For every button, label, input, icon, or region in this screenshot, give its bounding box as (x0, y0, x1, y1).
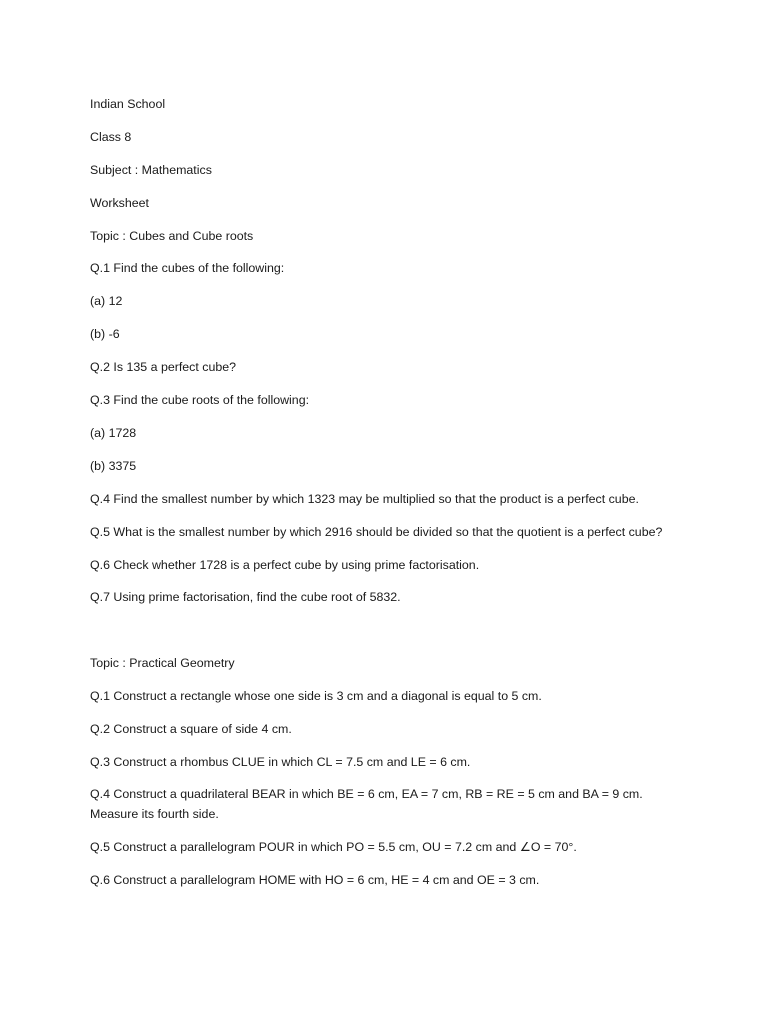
topic-2-question-5: Q.5 Construct a parallelogram POUR in which PO = 5.5 cm, OU = 7.2 cm and ∠O = 70°. (90, 840, 577, 855)
class-label: Class 8 (90, 129, 132, 144)
topic-2-question-4: Q.4 Construct a quadrilateral BEAR in which BE = 6 cm, EA = 7 cm, RB = RE = 5 cm and BA = 9 cm. Measure its fourth side. (90, 787, 643, 822)
topic-1-question-1: Q.1 Find the cubes of the following: (90, 261, 285, 276)
topic-2-question-3: Q.3 Construct a rhombus CLUE in which CL = 7.5 cm and LE = 6 cm. (90, 754, 471, 769)
topic-1-question-1-part-a: (a) 12 (90, 294, 123, 309)
worksheet-content (90, 94, 690, 903)
topic-1-question-4: Q.4 Find the smallest number by which 1323 may be multiplied so that the product is a perfect cube. (90, 491, 639, 506)
topic-2-question-1: Q.1 Construct a rectangle whose one side is 3 cm and a diagonal is equal to 5 cm. (90, 688, 542, 703)
subject-label: Subject : Mathematics (90, 162, 212, 177)
topic-1-question-6: Q.6 Check whether 1728 is a perfect cube by using prime factorisation. (90, 557, 480, 572)
school-name: Indian School (90, 97, 166, 111)
topic-2-title: Topic : Practical Geometry (90, 655, 235, 670)
topic-1-question-2: Q.2 Is 135 a perfect cube? (90, 360, 237, 375)
topic-1-question-3-part-a: (a) 1728 (90, 425, 137, 440)
topic-1-question-1-part-b: (b) -6 (90, 327, 120, 342)
topic-1-question-3: Q.3 Find the cube roots of the following: (90, 393, 310, 408)
section-spacer (90, 620, 690, 653)
topic-1-question-7: Q.7 Using prime factorisation, find the cube root of 5832. (90, 590, 401, 605)
document-type: Worksheet (90, 195, 149, 210)
topic-2-question-2: Q.2 Construct a square of side 4 cm. (90, 721, 292, 736)
topic-2-question-6: Q.6 Construct a parallelogram HOME with HO = 6 cm, HE = 4 cm and OE = 3 cm. (90, 873, 540, 888)
topic-1-question-5: Q.5 What is the smallest number by which 2916 should be divided so that the quotient is a perfect cube? (90, 524, 663, 539)
topic-1-question-3-part-b: (b) 3375 (90, 458, 137, 473)
topic-1-title: Topic : Cubes and Cube roots (90, 228, 254, 243)
